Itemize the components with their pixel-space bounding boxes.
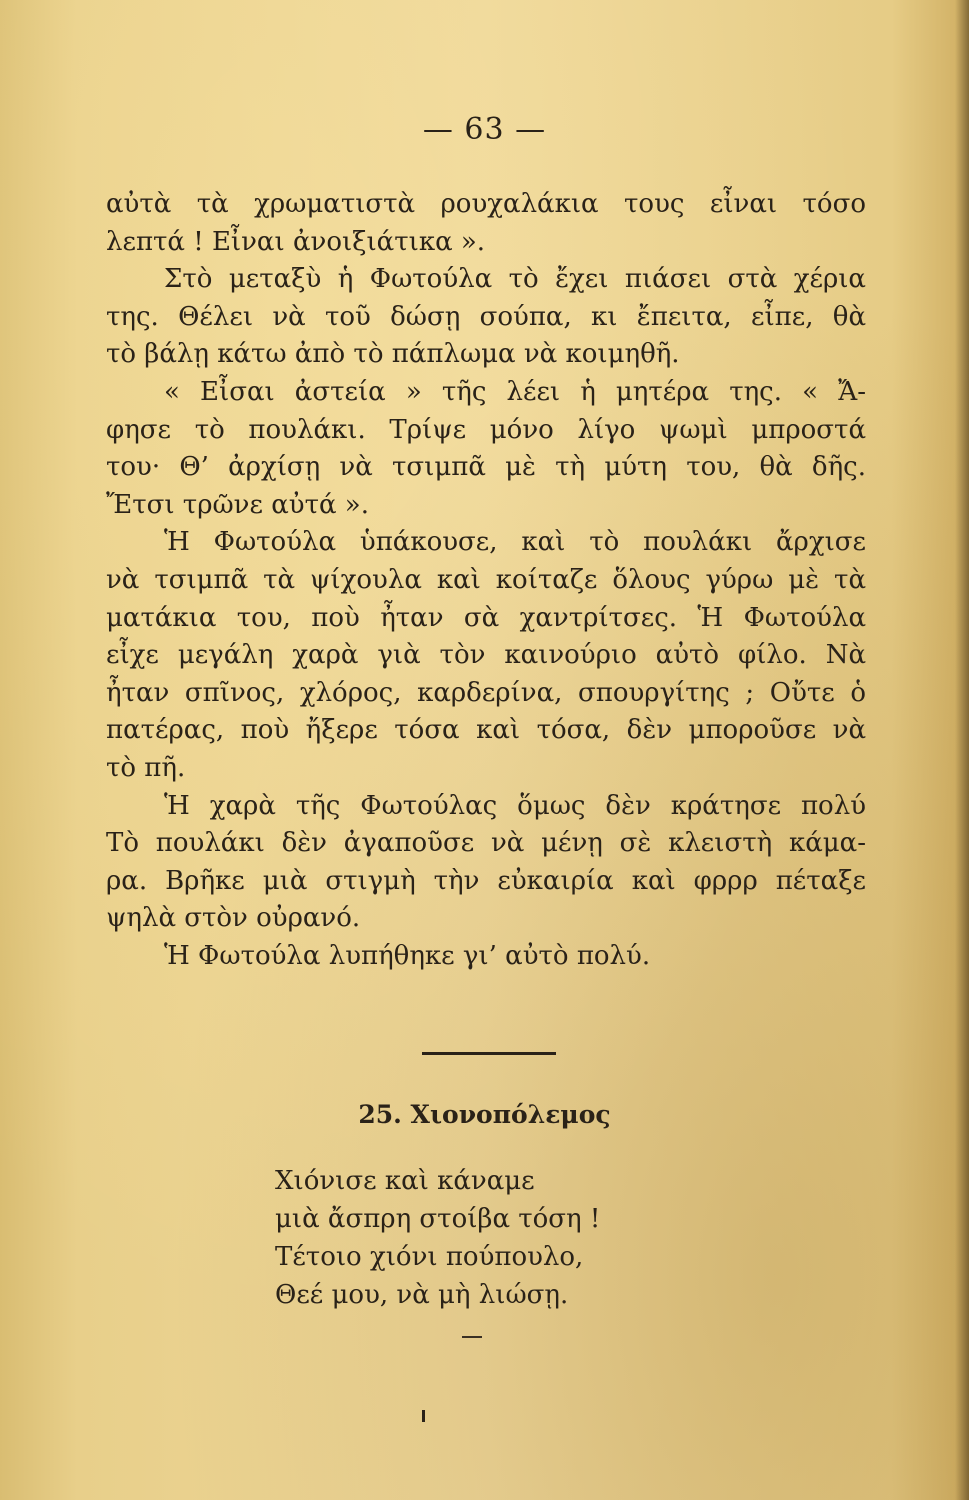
text-line: του· Θ’ ἀρχίσῃ νὰ τσιμπᾶ μὲ τὴ μύτη του, θὰ δῆς. xyxy=(106,452,866,483)
text-line: Ἡ χαρὰ τῆς Φωτούλας ὅμως δὲν κράτησε πολύ xyxy=(164,790,866,821)
text-line: εἶχε μεγάλη χαρὰ γιὰ τὸν καινούριο αὐτὸ φίλο. Νὰ xyxy=(106,640,866,671)
text-line: φησε τὸ πουλάκι. Τρίψε μόνο λίγο ψωμὶ μπροστά xyxy=(106,414,866,445)
text-line: τὸ βάλῃ κάτω ἀπὸ τὸ πάπλωμα νὰ κοιμηθῆ. xyxy=(106,339,680,370)
story-text xyxy=(106,186,866,975)
poem-line: Θεέ μου, νὰ μὴ λιώσῃ. xyxy=(275,1280,569,1310)
text-line: ψηλὰ στὸν οὐρανό. xyxy=(106,903,361,934)
text-line: Στὸ μεταξὺ ἡ Φωτούλα τὸ ἔχει πιάσει στὰ χέρια xyxy=(164,264,866,295)
text-line: Ἔτσι τρῶνε αὐτά ». xyxy=(106,489,369,520)
text-line: « Εἶσαι ἀστεία » τῆς λέει ἡ μητέρα της. « Ἄ- xyxy=(164,376,866,407)
page-number: — 63 — xyxy=(422,112,547,147)
text-line: ἦταν σπῖνος, χλόρος, καρδερίνα, σπουργίτης ; Οὔτε ὁ xyxy=(106,677,866,708)
text-line: Ἡ Φωτούλα ὑπάκουσε, καὶ τὸ πουλάκι ἄρχισε xyxy=(164,527,866,558)
poem-line: Τέτοιο χιόνι πούπουλο, xyxy=(275,1242,584,1272)
text-line: Ἡ Φωτούλα λυπήθηκε γι’ αὐτὸ πολύ. xyxy=(164,940,651,971)
poem-line: μιὰ ἄσπρη στοίβα τόση ! xyxy=(275,1204,601,1234)
text-line: Τὸ πουλάκι δὲν ἀγαποῦσε νὰ μένῃ σὲ κλειστὴ κάμα- xyxy=(106,828,866,859)
poem xyxy=(275,1162,600,1314)
text-line: ρα. Βρῆκε μιὰ στιγμὴ τὴν εὐκαιρία καὶ φρρρ πέταξε xyxy=(106,865,866,896)
text-line: της. Θέλει νὰ τοῦ δώσῃ σούπα, κι ἔπειτα, εἶπε, θὰ xyxy=(106,301,866,332)
poem-end-mark xyxy=(462,1336,482,1338)
text-line: αὐτὰ τὰ χρωματιστὰ ρουχαλάκια τους εἶναι τόσο xyxy=(106,189,866,219)
text-line: πατέρας, ποὺ ἤξερε τόσα καὶ τόσα, δὲν μποροῦσε νὰ xyxy=(106,715,866,746)
section-heading: 25. Χιονοπόλεμος xyxy=(358,1100,611,1129)
text-line: τὸ πῆ. xyxy=(106,752,186,783)
text-line: ματάκια του, ποὺ ἦταν σὰ χαντρίτσες. Ἡ Φωτούλα xyxy=(106,602,866,633)
poem-line: Χιόνισε καὶ κάναμε xyxy=(275,1166,535,1196)
text-line: λεπτά ! Εἶναι ἀνοιξιάτικα ». xyxy=(106,226,486,257)
text-line: νὰ τσιμπᾶ τὰ ψίχουλα καὶ κοίταζε ὅλους γύρω μὲ τὰ xyxy=(106,564,866,595)
section-divider xyxy=(422,1052,556,1055)
ink-speck xyxy=(422,1410,425,1422)
